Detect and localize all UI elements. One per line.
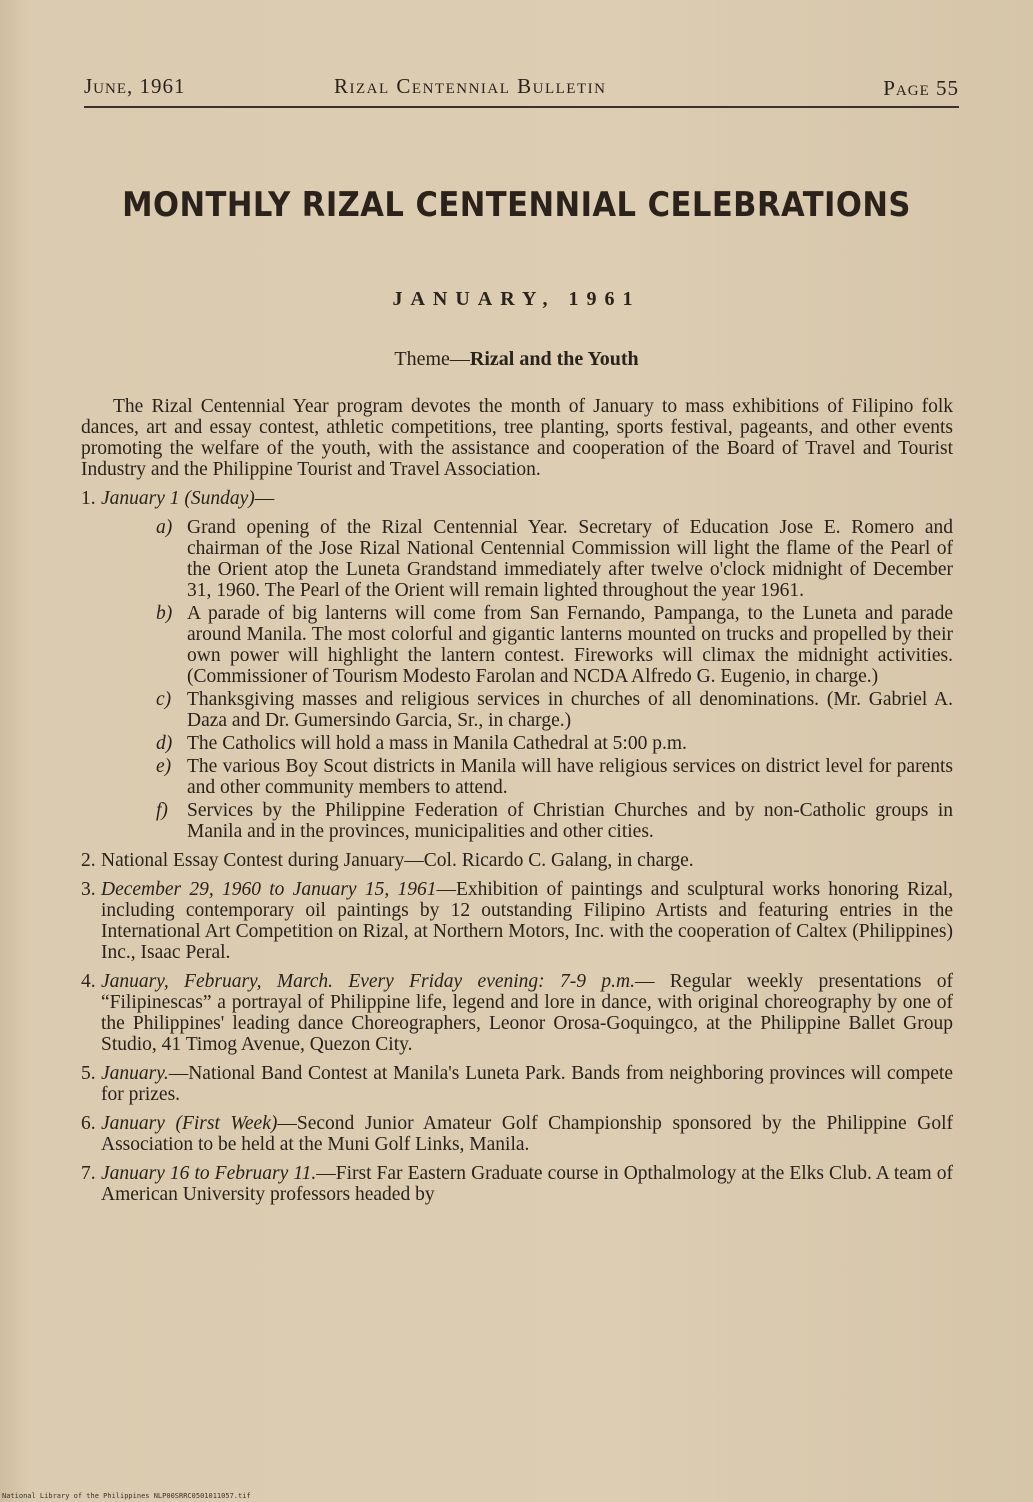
article-body: [81, 396, 953, 1213]
sub-item: [156, 603, 953, 687]
intro-paragraph: The Rizal Centennial Year program devotes the month of January to mass exhibitions of Filipino folk dances, art and essay contest, athletic competitions, tree planting, sports festival, pageants, and other events promoting the welfare of the youth, with the assistance and cooperation of the Board of Travel and Tourist Industry and the Philippine Tourist and Travel Association.: [81, 396, 953, 480]
item-lead: January.: [101, 1063, 169, 1084]
list-item: [81, 1063, 953, 1105]
sub-item-letter: f): [156, 800, 168, 821]
header-rule: [84, 106, 959, 108]
sub-item-letter: b): [156, 603, 173, 624]
sub-item-letter: c): [156, 689, 172, 710]
item-number: 6.: [81, 1113, 96, 1134]
item-lead: January 16 to February 11.: [101, 1163, 317, 1184]
list-item: [81, 971, 953, 1055]
item-number: 4.: [81, 971, 96, 992]
item-text: —National Band Contest at Manila's Luneta Park. Bands from neighboring provinces will compete for prizes.: [101, 1063, 953, 1105]
list-item: [81, 850, 953, 871]
item-number: 1.: [81, 488, 96, 509]
running-header: [84, 74, 959, 104]
item-number: 2.: [81, 850, 96, 871]
item-text: —Second Junior Amateur Golf Championship sponsored by the Philippine Golf Association to be held at the Muni Golf Links, Manila.: [101, 1113, 953, 1155]
sub-item-letter: d): [156, 733, 173, 754]
sub-item: [156, 756, 953, 798]
theme-label: Theme—: [394, 348, 470, 370]
item-number: 7.: [81, 1163, 96, 1184]
item-text: — Regular weekly presentations of “Filipinescas” a portrayal of Philippine life, legend and lore in dance, with original choreography by one of the Philippines' leading dance Choreographers, Leonor Orosa-Goquingco, at the Philippine Ballet Group Studio, 41 Timog Avenue, Quezon City.: [101, 971, 954, 1055]
item-number: 5.: [81, 1063, 96, 1084]
sub-item-text: Grand opening of the Rizal Centennial Year. Secretary of Education Jose E. Romero and chairman of the Jose Rizal National Centennial Commission will light the flame of the Pearl of the Orient atop the Luneta Grandstand immediately after twelve o'clock midnight of December 31, 1960. The Pearl of the Orient will remain lighted throughout the year 1961.: [187, 517, 953, 601]
header-date: June, 1961: [84, 74, 186, 98]
scan-footer: National Library of the Philippines NLP00SRRC0501011057.tif: [2, 1492, 251, 1500]
sub-item: [156, 689, 953, 731]
item-number: 3.: [81, 879, 96, 900]
item-text: —: [254, 488, 275, 509]
item-lead: December 29, 1960 to January 15, 1961: [101, 879, 437, 900]
sub-item-text: The Catholics will hold a mass in Manila Cathedral at 5:00 p.m.: [187, 733, 687, 754]
list-item: [81, 879, 953, 963]
sub-item-text: The various Boy Scout districts in Manila will have religious services on district level for parents and other community members to attend.: [187, 756, 953, 798]
item-text: —First Far Eastern Graduate course in Opthalmology at the Elks Club. A team of American University professors headed by: [101, 1163, 953, 1205]
theme-line: [0, 348, 1033, 371]
item-text: National Essay Contest during January—Col. Ricardo C. Galang, in charge.: [101, 850, 694, 871]
header-publication: Rizal Centennial Bulletin: [334, 74, 607, 98]
sub-item: [156, 800, 953, 842]
sub-item: [156, 733, 953, 754]
sub-item: [156, 517, 953, 601]
sub-item-letter: e): [156, 756, 172, 777]
item-lead: January, February, March. Every Friday evening: 7-9 p.m.: [101, 971, 635, 992]
month-heading: JANUARY, 1961: [392, 288, 641, 310]
item-text: —Exhibition of paintings and sculptural works honoring Rizal, including contemporary oil paintings by 12 outstanding Filipino Artists and featuring entries in the International Art Competition on Rizal, at Northern Motors, Inc. with the cooperation of Caltex (Philippines) Inc., Isaac Peral.: [101, 879, 953, 963]
item-lead: January 1 (Sunday): [101, 488, 255, 509]
theme-text: Rizal and the Youth: [469, 348, 639, 370]
list-item: [81, 488, 953, 842]
sub-item-text: Thanksgiving masses and religious services in churches of all denominations. (Mr. Gabriel A. Daza and Dr. Gumersindo Garcia, Sr., in charge.): [187, 689, 953, 731]
list-item: [81, 1163, 953, 1205]
sub-item-letter: a): [156, 517, 173, 538]
item-lead: January (First Week): [101, 1113, 278, 1134]
sub-list: [101, 517, 953, 842]
sub-item-text: Services by the Philippine Federation of Christian Churches and by non-Catholic groups in Manila and in the provinces, municipalities and other cities.: [187, 800, 953, 842]
page-title: MONTHLY RIZAL CENTENNIAL CELEBRATIONS: [122, 185, 911, 225]
header-page-number: Page 55: [883, 76, 959, 100]
list-item: [81, 1113, 953, 1155]
sub-item-text: A parade of big lanterns will come from San Fernando, Pampanga, to the Luneta and parade around Manila. The most colorful and gigantic lanterns mounted on trucks and propelled by their own power will highlight the lantern contest. Fireworks will climax the midnight activities. (Commissioner of Tourism Modesto Farolan and NCDA Alfredo G. Eugenio, in charge.): [187, 603, 953, 687]
